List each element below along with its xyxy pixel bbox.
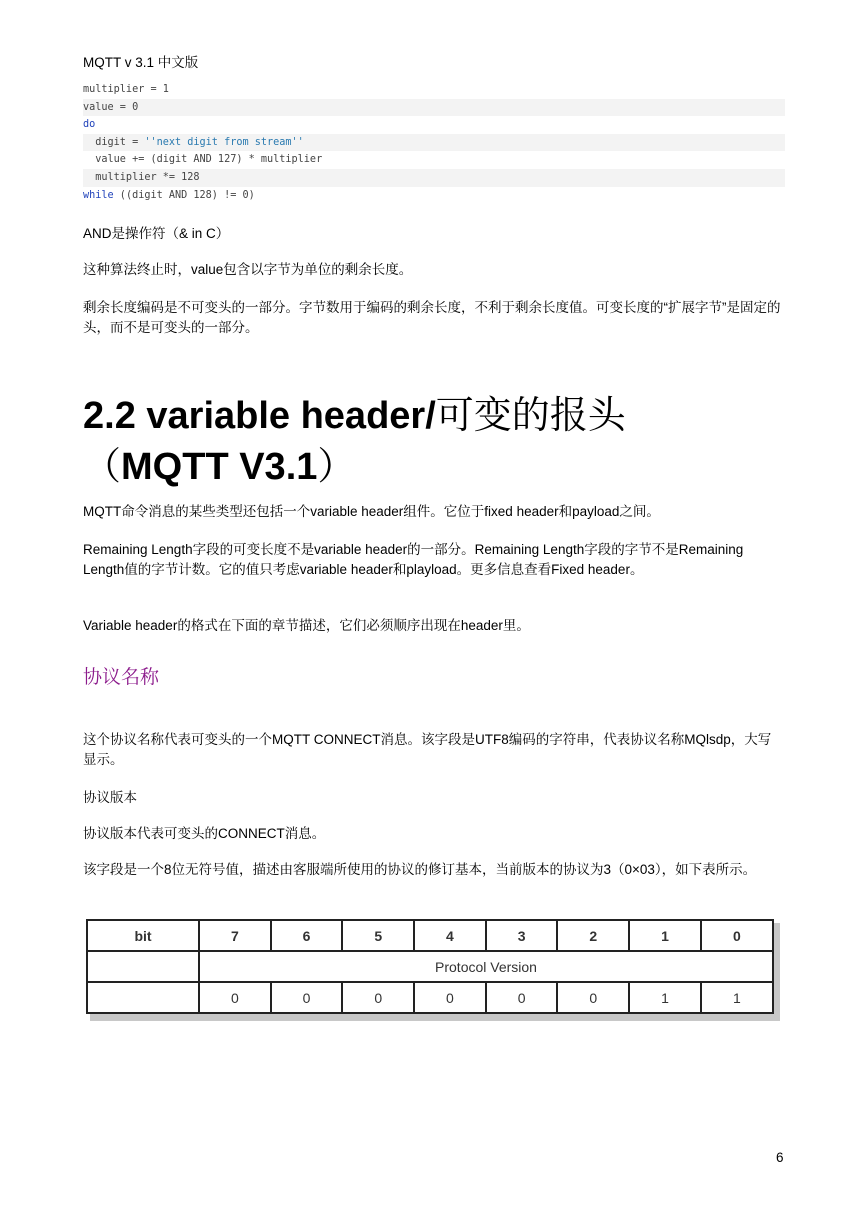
table-header-cell: 7: [199, 920, 271, 951]
section-heading: [83, 390, 803, 492]
table-row: [87, 982, 773, 1013]
code-line: value = 0: [83, 99, 785, 117]
table-cell: 0: [271, 982, 343, 1013]
table-header-cell: 0: [701, 920, 773, 951]
table-header-cell: 2: [557, 920, 629, 951]
table-cell: 0: [414, 982, 486, 1013]
heading-cjk: 可变的报头: [435, 393, 626, 437]
table-header-cell: 4: [414, 920, 486, 951]
table-cell-empty: [87, 982, 199, 1013]
heading-version: MQTT V3.1: [121, 446, 318, 488]
paragraph: 协议版本代表可变头的CONNECT消息。: [83, 826, 326, 841]
table-cell: 1: [629, 982, 701, 1013]
table-header-cell: bit: [87, 920, 199, 951]
code-keyword-do: do: [83, 119, 96, 131]
table-header-cell: 6: [271, 920, 343, 951]
table-header-cell: 3: [486, 920, 558, 951]
paragraph: Variable header的格式在下面的章节描述，它们必须顺序出现在header里。: [83, 618, 530, 633]
code-line: multiplier = 1: [83, 84, 169, 95]
code-text: ((digit AND 128) != 0): [113, 189, 255, 201]
table-header-cell: 5: [342, 920, 414, 951]
code-keyword-while: while: [83, 189, 114, 201]
protocol-version-table-figure: [86, 919, 780, 1021]
paragraph: 剩余长度编码是不可变头的一部分。字节数用于编码的剩余长度，不利于剩余长度值。可变长度的“扩展字节”是固定的头，而不是可变头的一部分。: [83, 300, 781, 335]
code-block: [83, 81, 785, 204]
table-header-cell: 1: [629, 920, 701, 951]
table-row: [87, 951, 773, 982]
subheading-protocol-name: 协议名称: [83, 666, 160, 688]
paragraph: 协议版本: [83, 790, 137, 805]
table-label-cell: Protocol Version: [199, 951, 773, 982]
table-row: [87, 920, 773, 951]
paragraph: Remaining Length字段的可变长度不是variable header的一部分。Remaining Length字段的字节不是Remaining Length值的字节计数。它的值只考虑variable header和playload。更多信息查看Fixed header。: [83, 542, 744, 577]
table-cell: 0: [199, 982, 271, 1013]
table-cell-empty: [87, 951, 199, 982]
table-cell: 0: [342, 982, 414, 1013]
code-line: value += (digit AND 127) * multiplier: [83, 154, 323, 166]
table-cell: 0: [557, 982, 629, 1013]
code-string: ''next digit from stream'': [144, 136, 304, 148]
paragraph: 该字段是一个8位无符号值，描述由客服端所使用的协议的修订基本，当前版本的协议为3（0×03），如下表所示。: [83, 862, 757, 877]
heading-paren-close: ）: [317, 444, 356, 488]
running-header: MQTT v 3.1 中文版: [83, 55, 199, 70]
heading-paren-open: （: [83, 444, 122, 488]
table-cell: 1: [701, 982, 773, 1013]
code-line: multiplier *= 128: [83, 169, 785, 187]
code-text: digit =: [83, 136, 145, 148]
paragraph: AND是操作符（& in C）: [83, 226, 230, 241]
paragraph: 这种算法终止时，value包含以字节为单位的剩余长度。: [83, 262, 413, 277]
page-number: 6: [776, 1150, 784, 1165]
heading-latin: 2.2 variable header/: [83, 395, 436, 437]
paragraph: MQTT命令消息的某些类型还包括一个variable header组件。它位于fixed header和payload之间。: [83, 504, 660, 519]
code-line: [83, 187, 785, 205]
paragraph: 这个协议名称代表可变头的一个MQTT CONNECT消息。该字段是UTF8编码的字符串，代表协议名称MQlsdp，大写显示。: [83, 732, 772, 767]
code-line: [83, 134, 785, 152]
protocol-version-table: [86, 919, 774, 1014]
table-cell: 0: [486, 982, 558, 1013]
